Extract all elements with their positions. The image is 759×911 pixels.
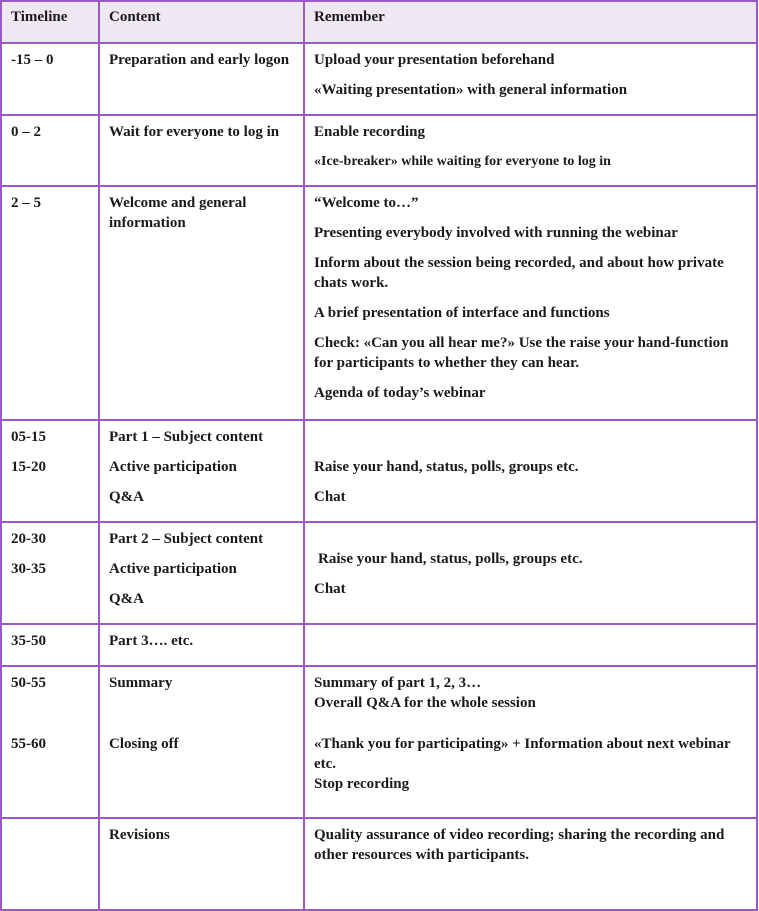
remember-cell	[304, 420, 757, 522]
table-row	[1, 186, 757, 420]
remember-text: Raise your hand, status, polls, groups etc.	[314, 459, 579, 475]
table-row	[1, 666, 757, 818]
timeline-text: 20-30	[11, 531, 46, 547]
content-text: Active participation	[109, 459, 237, 475]
remember-cell	[304, 624, 757, 666]
timeline-text: 05-15	[11, 429, 46, 445]
timeline-cell	[1, 186, 99, 420]
content-text: Revisions	[109, 827, 170, 843]
table-row	[1, 624, 757, 666]
remember-text: “Welcome to…”	[314, 195, 419, 211]
content-text: Q&A	[109, 489, 144, 505]
remember-text: «Thank you for participating» + Information about next webinar etc.	[314, 736, 731, 772]
remember-text: Presenting everybody involved with running the webinar	[314, 225, 678, 241]
content-text: Part 1 – Subject content	[109, 429, 264, 445]
table-row	[1, 818, 757, 910]
remember-text: Upload your presentation beforehand	[314, 52, 555, 68]
content-text: Summary	[109, 675, 173, 691]
content-cell	[99, 420, 304, 522]
timeline-text: 35-50	[11, 633, 46, 649]
content-cell	[99, 666, 304, 818]
timeline-text: -15 – 0	[11, 52, 54, 68]
timeline-text: 50-55	[11, 675, 46, 691]
remember-text: Chat	[314, 581, 346, 597]
remember-cell	[304, 43, 757, 115]
timeline-cell	[1, 818, 99, 910]
timeline-cell	[1, 115, 99, 186]
remember-text: Inform about the session being recorded, and about how private chats work.	[314, 255, 724, 291]
remember-text: Overall Q&A for the whole session	[314, 695, 536, 711]
remember-text: Enable recording	[314, 124, 425, 140]
remember-text: Stop recording	[314, 776, 410, 792]
timeline-cell	[1, 43, 99, 115]
remember-cell	[304, 186, 757, 420]
timeline-text: 0 – 2	[11, 124, 41, 140]
remember-text: Chat	[314, 489, 346, 505]
remember-text: Agenda of today’s webinar	[314, 385, 486, 401]
content-text: Preparation and early logon	[109, 52, 290, 68]
remember-cell	[304, 115, 757, 186]
content-text: Welcome and general information	[109, 195, 247, 231]
content-cell	[99, 43, 304, 115]
timeline-cell	[1, 624, 99, 666]
content-text: Closing off	[109, 736, 179, 752]
content-cell	[99, 115, 304, 186]
timeline-cell	[1, 666, 99, 818]
remember-cell	[304, 666, 757, 818]
timeline-text: 15-20	[11, 459, 46, 475]
table-header-row	[1, 1, 757, 43]
remember-text: A brief presentation of interface and functions	[314, 305, 610, 321]
content-text: Wait for everyone to log in	[109, 124, 280, 140]
table-row	[1, 420, 757, 522]
timeline-text: 55-60	[11, 736, 46, 752]
remember-text: «Waiting presentation» with general information	[314, 82, 628, 98]
table-row	[1, 115, 757, 186]
table-row	[1, 522, 757, 624]
content-text: Q&A	[109, 591, 144, 607]
header-timeline: Timeline	[1, 1, 99, 43]
header-content: Content	[99, 1, 304, 43]
timeline-cell	[1, 420, 99, 522]
content-cell	[99, 818, 304, 910]
content-text: Active participation	[109, 561, 237, 577]
remember-text: Summary of part 1, 2, 3…	[314, 675, 482, 691]
remember-cell	[304, 818, 757, 910]
timeline-text: 30-35	[11, 561, 46, 577]
content-cell	[99, 624, 304, 666]
remember-cell	[304, 522, 757, 624]
timeline-cell	[1, 522, 99, 624]
remember-text: Check: «Can you all hear me?» Use the raise your hand-function for participants to whether they can hear.	[314, 335, 729, 371]
content-cell	[99, 186, 304, 420]
remember-text: «Ice-breaker» while waiting for everyone to log in	[314, 154, 611, 169]
header-remember: Remember	[304, 1, 757, 43]
remember-text: Quality assurance of video recording; sharing the recording and other resources with participants.	[314, 827, 725, 863]
timeline-text: 2 – 5	[11, 195, 41, 211]
content-cell	[99, 522, 304, 624]
content-text: Part 2 – Subject content	[109, 531, 264, 547]
content-text: Part 3…. etc.	[109, 633, 194, 649]
table-row	[1, 43, 757, 115]
remember-text: Raise your hand, status, polls, groups etc.	[318, 551, 583, 567]
